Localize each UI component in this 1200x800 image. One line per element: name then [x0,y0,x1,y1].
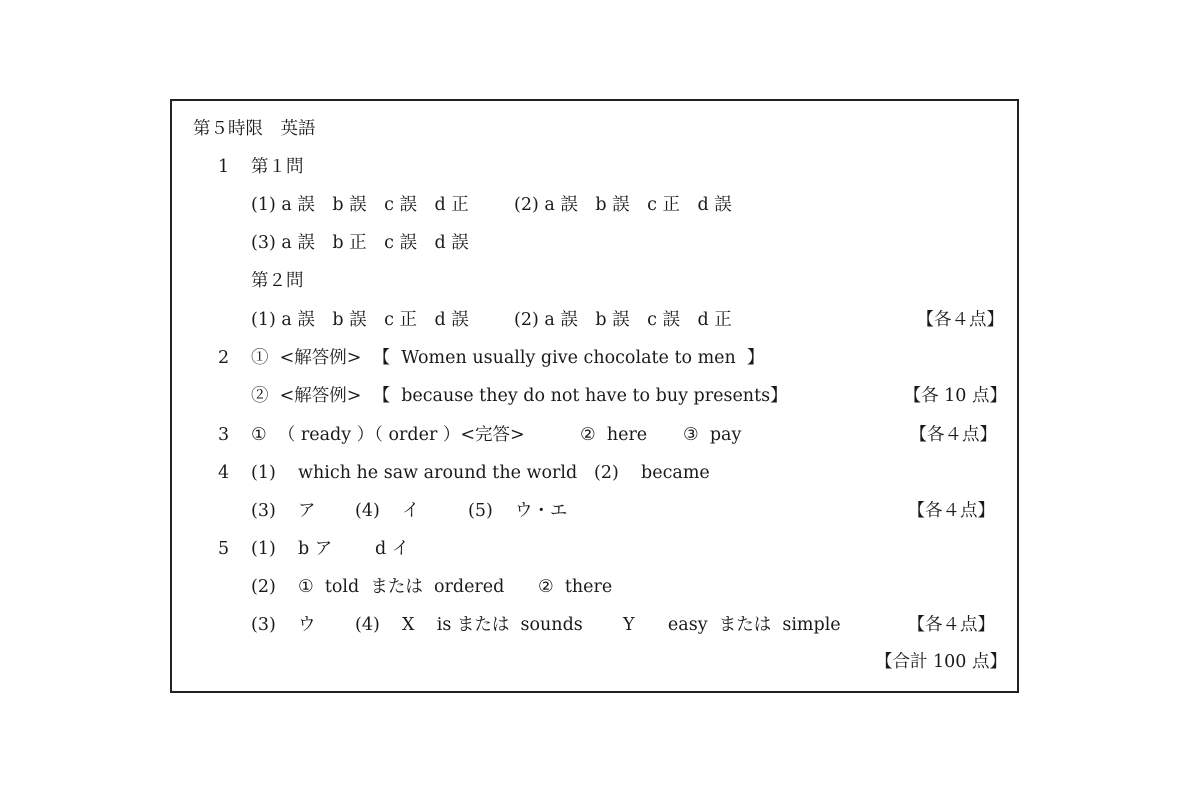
section-1-score: 【各４点】 [916,310,1004,330]
section-4-answer-2: (2) became [594,463,710,483]
section-1-part-1-answer-1: (1) a 誤 b 誤 c 誤 d 正 [251,195,469,215]
section-5-answer-2-2: ② there [538,577,613,597]
section-1-part-2-answer-2: (2) a 誤 b 誤 c 誤 d 正 [514,310,732,330]
section-3-answer-1: ① （ ready ）（ order ）<完答> [251,425,525,445]
page-header: 第５時限 英語 [193,119,316,139]
section-1-part-1-answer-3: (3) a 誤 b 正 c 誤 d 誤 [251,233,469,253]
section-2-score: 【各 10 点】 [903,386,1007,406]
section-4-answer-3: (3) ア [251,501,316,521]
section-3-answer-2: ② here [580,425,648,445]
section-4-answer-4: (4) イ [355,501,420,521]
section-1-part-1-answer-2: (2) a 誤 b 誤 c 正 d 誤 [514,195,732,215]
section-1-number: 1 [218,157,230,177]
section-2-number: 2 [218,348,230,368]
section-5-answer-4-x: (4) X is または sounds [355,615,583,635]
section-5-answer-3: (3) ウ [251,615,316,635]
section-2-answer-2: ② <解答例> 【 because they do not have to buy presents】 [251,386,788,406]
section-5-answer-1b: (1) b ア [251,539,333,559]
section-1-part-2-label: 第２問 [251,271,304,291]
section-1-part-2-answer-1: (1) a 誤 b 誤 c 正 d 誤 [251,310,469,330]
section-2-answer-1: ① <解答例> 【 Women usually give chocolate to men 】 [251,348,765,368]
section-5-answer-4-y: Y easy または simple [623,615,841,635]
section-4-answer-5: (5) ウ・エ [468,501,568,521]
section-1-part-1-label: 第１問 [251,157,304,177]
total-score: 【合計 100 点】 [874,652,1007,672]
section-3-answer-3: ③ pay [683,425,742,445]
section-5-number: 5 [218,539,230,559]
section-4-answer-1: (1) which he saw around the world [251,463,578,483]
section-4-number: 4 [218,463,230,483]
section-3-score: 【各４点】 [909,425,997,445]
section-4-score: 【各４点】 [907,501,995,521]
section-5-score: 【各４点】 [907,615,995,635]
section-3-number: 3 [218,425,230,445]
section-5-answer-1d: d イ [375,539,410,559]
section-5-answer-2-1: (2) ① told または ordered [251,577,505,597]
